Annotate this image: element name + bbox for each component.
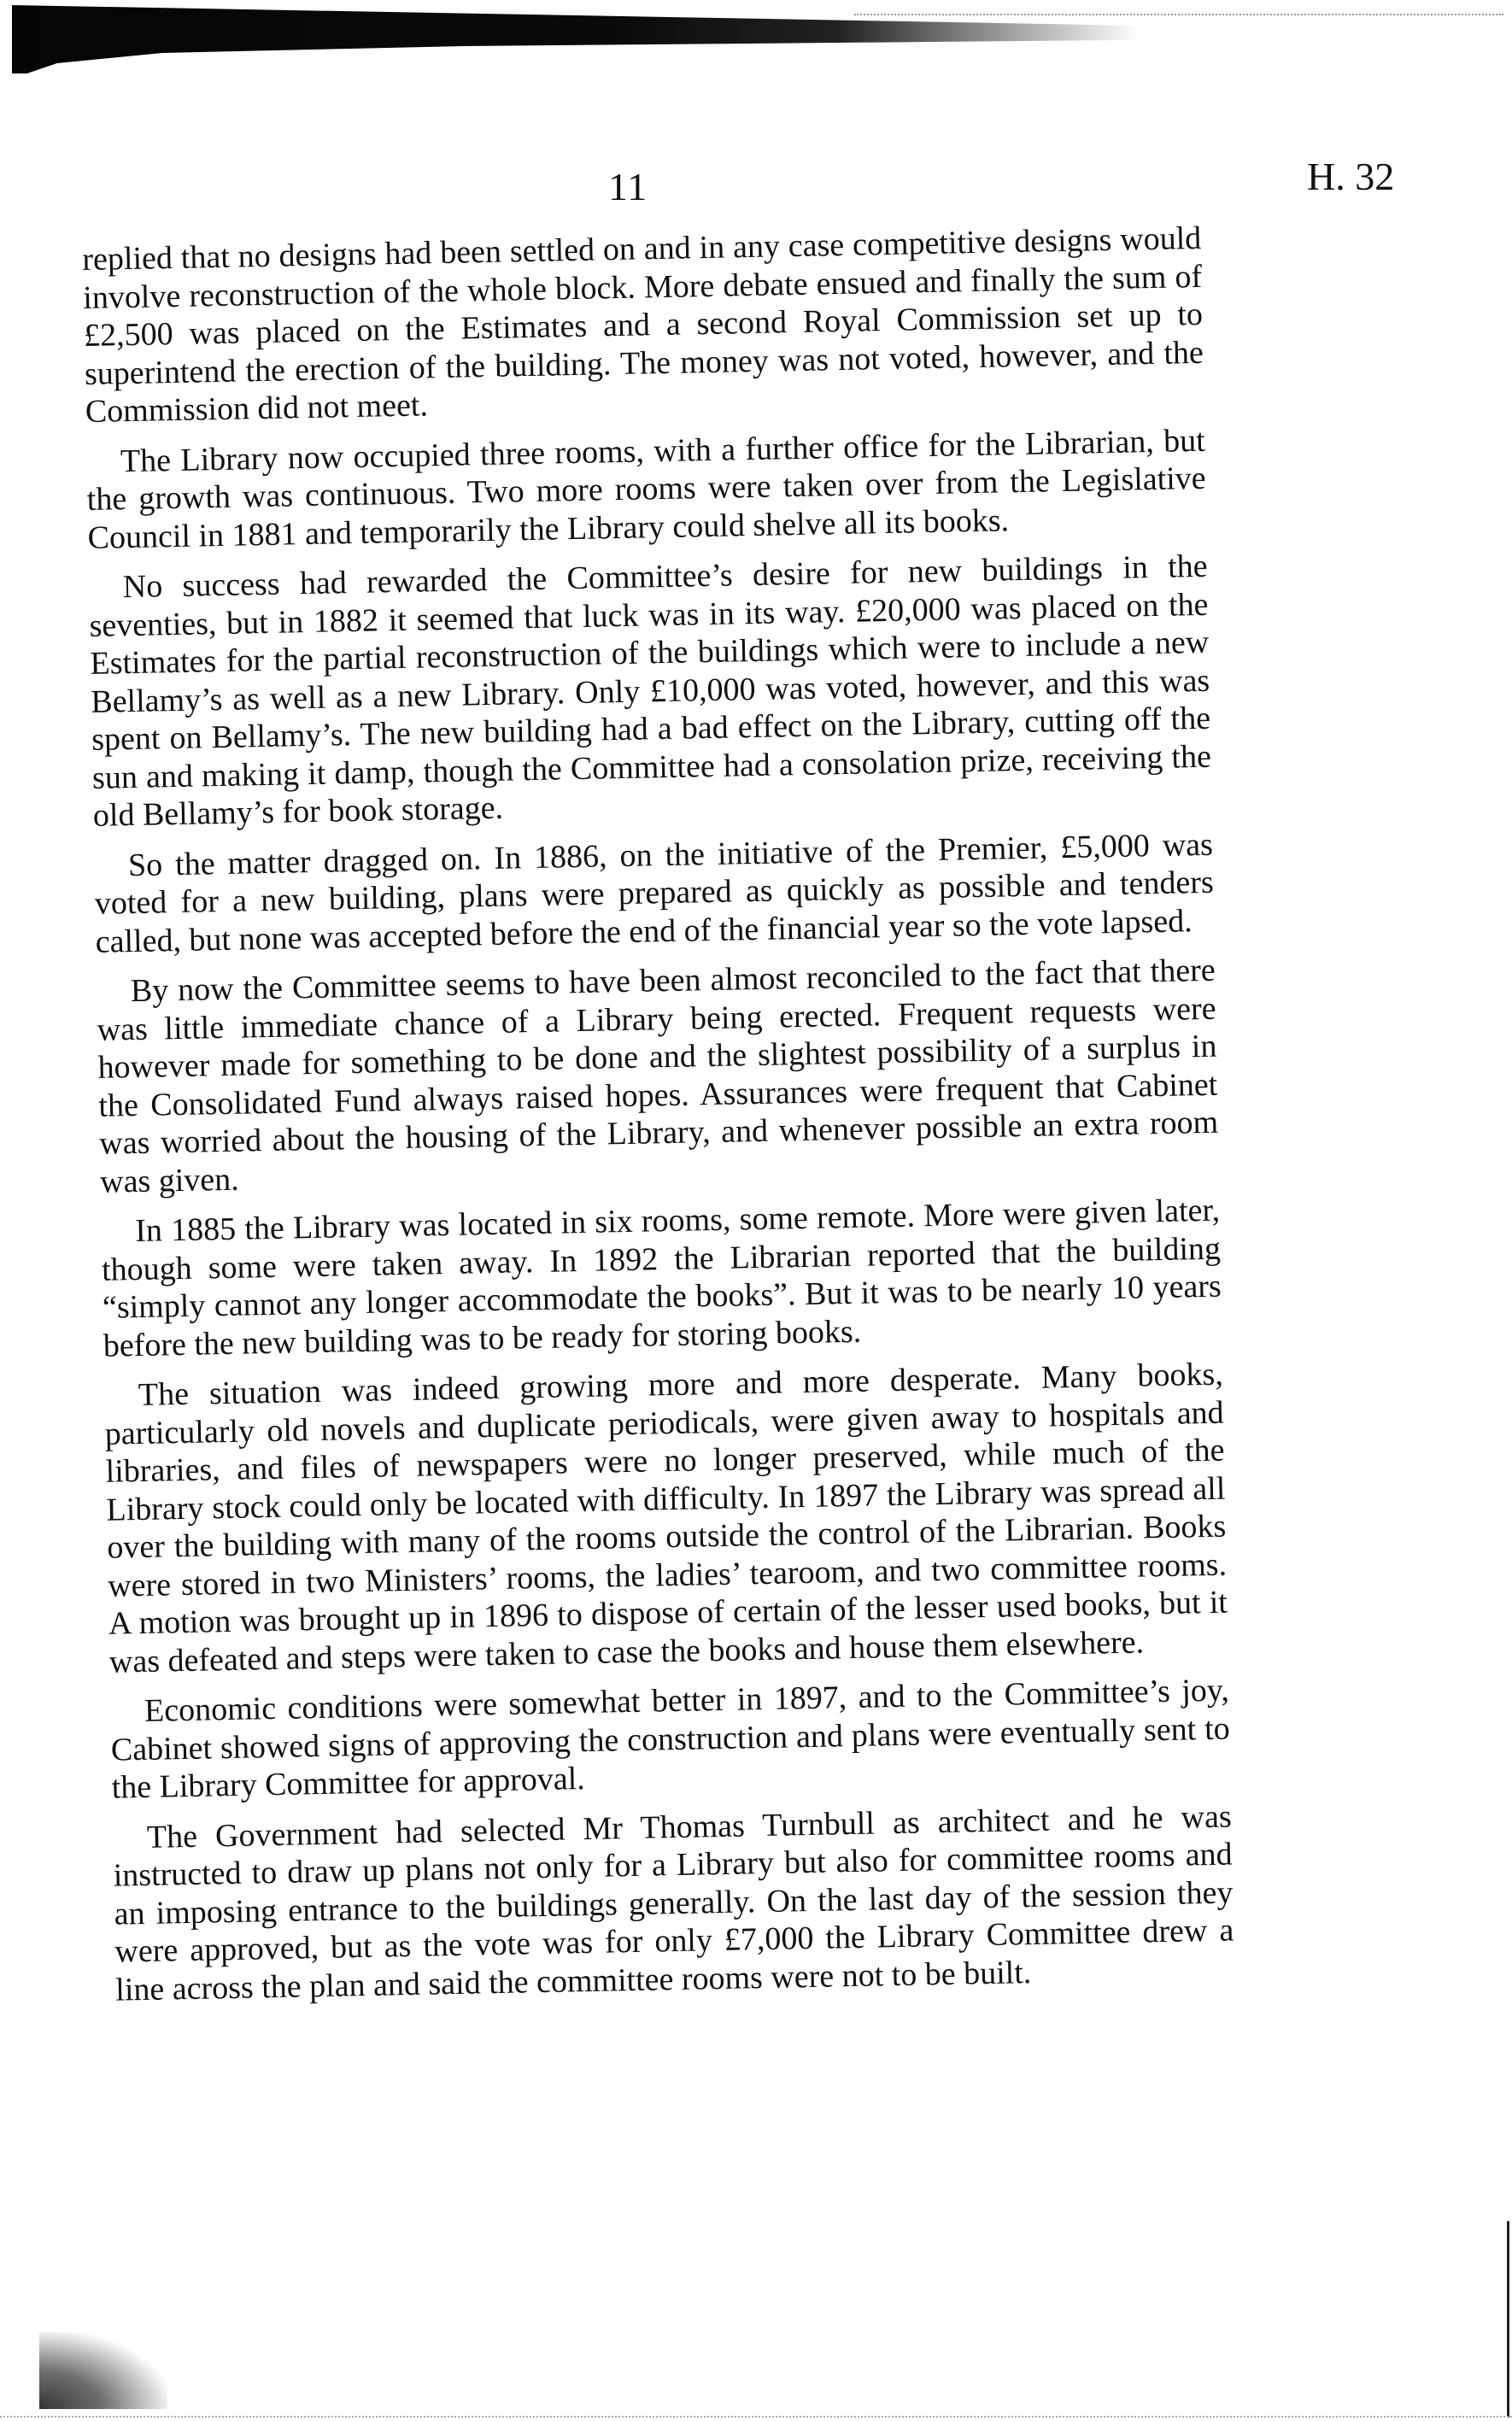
document-reference: H. 32 [1307, 155, 1395, 198]
scan-noise-top [854, 14, 1503, 17]
body-text [82, 220, 1235, 2021]
paragraph: No success had rewarded the Committee’s desire for new buildings in the seventies, but in 1882 it seemed that luck was in its way. £20,000 was placed on the Estimates for the partial reconstruction of the buildings which were to include a new Bellamy’s as well as a new Library. Only £10,000 was voted, however, and this was spent on Bellamy’s. The new building had a bad effect on the Library, cutting off the sun and making it damp, though the Committee had a consolation prize, receiving the old Bellamy’s for book storage. [89, 548, 1212, 834]
scan-corner-shadow [39, 2332, 167, 2409]
scan-noise-bottom [0, 2416, 1512, 2419]
paragraph: The Library now occupied three rooms, with a further office for the Librarian, but the growth was continuous. Two more rooms were taken over from the Legislative Council in 1881 and temporarily the Library could shelve all its books. [86, 422, 1206, 556]
paragraph: replied that no designs had been settled on and in any case competitive designs would involve reconstruction of the whole block. More debate ensued and finally the sum of £2,500 was placed on the Estimates and a second Royal Commission set up to superintend the erection of the building. The money was not voted, however, and the Commission did not meet. [82, 220, 1204, 430]
page-number: 11 [608, 165, 648, 208]
paragraph: Economic conditions were somewhat better in 1897, and to the Committee’s joy, Cabinet showed signs of approving the construction and plans were eventually sent to the Library Committee for approval. [110, 1672, 1231, 1806]
paragraph: The situation was indeed growing more and more desperate. Many books, particularly old novels and duplicate periodicals, were given away to hospitals and libraries, and files of newspapers were no longer preserved, while much of the Library stock could only be located with difficulty. In 1897 the Library was spread all over the building with many of the rooms outside the control of the Librarian. Books were stored in two Ministers’ rooms, the ladies’ tearoom, and two committee rooms. A motion was brought up in 1896 to dispose of certain of the lesser used books, but it was defeated and steps were taken to case the books and house them elsewhere. [104, 1356, 1228, 1680]
paragraph: The Government had selected Mr Thomas Turnbull as architect and he was instructed to draw up plans not only for a Library but also for committee rooms and an imposing entrance to the buildings generally. On the last day of the session they were approved, but as the vote was for only £7,000 the Library Committee drew a line across the plan and said the committee rooms were not to be built. [113, 1798, 1234, 2008]
scan-edge-right [1507, 2221, 1509, 2418]
paragraph: So the matter dragged on. In 1886, on the initiative of the Premier, £5,000 was voted for a new building, plans were prepared as quickly as possible and tenders called, but none was accepted before the end of the financial year so the vote lapsed. [94, 826, 1215, 960]
paragraph: By now the Committee seems to have been almost reconciled to the fact that there was little immediate chance of a Library being erected. Frequent requests were however made for something to be done and the slightest possibility of a surplus in the Consolidated Fund always raised hopes. Assurances were frequent that Cabinet was worried about the housing of the Library, and whenever possible an extra room was given. [97, 952, 1219, 1200]
paragraph: In 1885 the Library was located in six rooms, some remote. More were given later, though some were taken away. In 1892 the Librarian reported that the building “simply cannot any longer accommodate the books”. But it was to be nearly 10 years before the new building was to be ready for storing books. [101, 1192, 1222, 1364]
